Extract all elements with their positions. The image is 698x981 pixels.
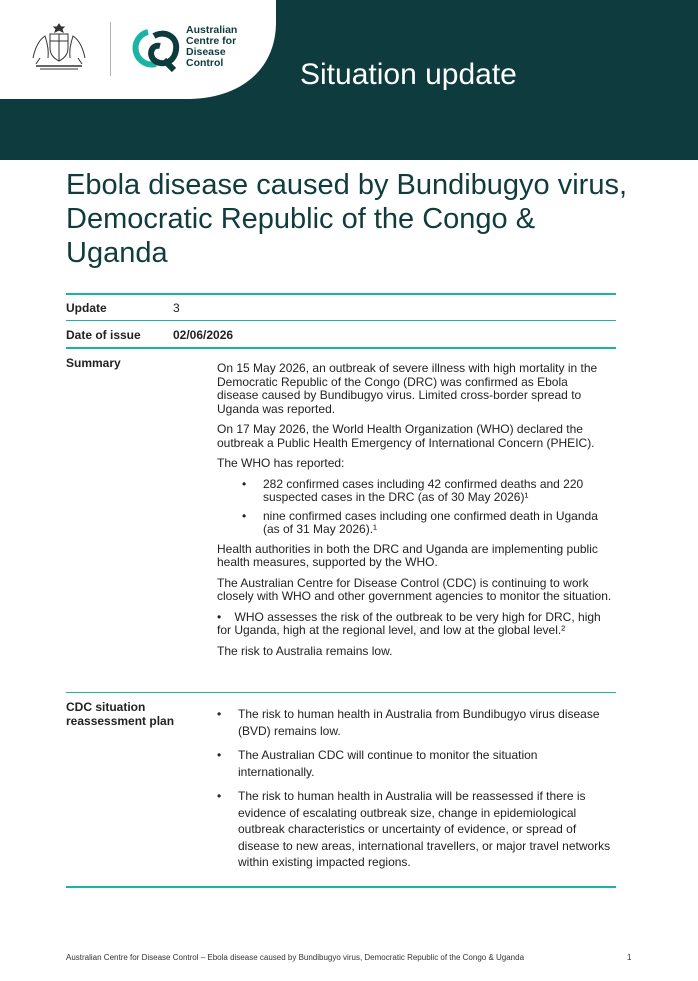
plan-bullet: • The risk to human health in Australia from Bundibugyo virus disease (BVD) remains low.: [217, 707, 600, 738]
summary-paragraph: On 15 May 2026, an outbreak of severe illness with high mortality in the Democratic Republic of the Congo (DRC) was confirmed as Ebola disease caused by Bundibugyo virus. Limited cross-border spread to Uganda was reported.: [217, 361, 598, 416]
banner-title: Situation update: [300, 58, 517, 91]
plan-body: [217, 706, 612, 879]
plan-label: CDC situation reassessment plan: [66, 700, 175, 728]
summary-label: Summary: [66, 356, 121, 370]
summary-risk-bullet: • WHO assesses the risk of the outbreak to be very high for DRC, high for Uganda, high at the regional level, and low at the global level.²: [217, 609, 601, 637]
plan-bullet: • The risk to human health in Australia will be reassessed if there is evidence of escalating outbreak size, change in epidemiological outbreak characteristics or uncertainty of evidence, or spread of disease to new areas, international travellers, or major travel networks within existing impacted regions.: [217, 789, 611, 869]
summary-paragraph: The Australian Centre for Disease Control (CDC) is continuing to work closely with WHO and other government agencies to monitor the situation.: [217, 575, 612, 603]
acdc-logo-icon: [128, 24, 182, 74]
summary-bullet: • 282 confirmed cases including 42 confirmed deaths and 220 suspected cases in the DRC (as of 30 May 2026)¹: [242, 476, 584, 504]
plan-bullet: • The Australian CDC will continue to monitor the situation internationally.: [217, 748, 538, 779]
summary-paragraph: On 17 May 2026, the World Health Organization (WHO) declared the outbreak a Public Health Emergency of International Concern (PHEIC).: [217, 422, 595, 450]
update-label: Update: [66, 301, 107, 315]
bullet-icon: •: [217, 789, 222, 803]
page-number: 1: [627, 953, 632, 962]
summary-paragraph: Health authorities in both the DRC and Uganda are implementing public health measures, supported by the WHO.: [217, 541, 598, 569]
plan-bullet-list: [217, 706, 612, 871]
divider-top: [66, 293, 616, 295]
header-banner: [0, 0, 698, 160]
summary-body: [217, 362, 612, 665]
summary-bullet-list: [217, 478, 612, 537]
divider-meta: [66, 320, 616, 321]
summary-paragraph: The WHO has reported:: [217, 456, 345, 470]
summary-paragraph: The risk to Australia remains low.: [217, 643, 393, 658]
footer-text: Australian Centre for Disease Control – Ebola disease caused by Bundibugyo virus, Democratic Republic of the Congo & Uganda: [66, 953, 525, 962]
date-label: Date of issue: [66, 328, 141, 342]
bullet-icon: •: [217, 748, 222, 762]
bullet-icon: •: [242, 508, 247, 523]
document-title: Ebola disease caused by Bundibugyo virus, Democratic Republic of the Congo & Uganda: [66, 169, 628, 269]
divider-plan: [66, 692, 616, 693]
summary-bullet: • nine confirmed cases including one confirmed death in Uganda (as of 31 May 2026).¹: [242, 508, 598, 536]
divider-summary: [66, 347, 616, 349]
commonwealth-coat-of-arms-icon: [28, 20, 90, 72]
org-name: Australian Centre for Disease Control: [186, 24, 238, 69]
divider-bottom: [66, 886, 616, 888]
date-value: 02/06/2026: [173, 328, 234, 342]
logo-divider: [110, 22, 111, 76]
bullet-icon: •: [217, 609, 222, 624]
bullet-icon: •: [217, 707, 222, 721]
update-value: 3: [173, 301, 180, 315]
bullet-icon: •: [242, 476, 247, 491]
